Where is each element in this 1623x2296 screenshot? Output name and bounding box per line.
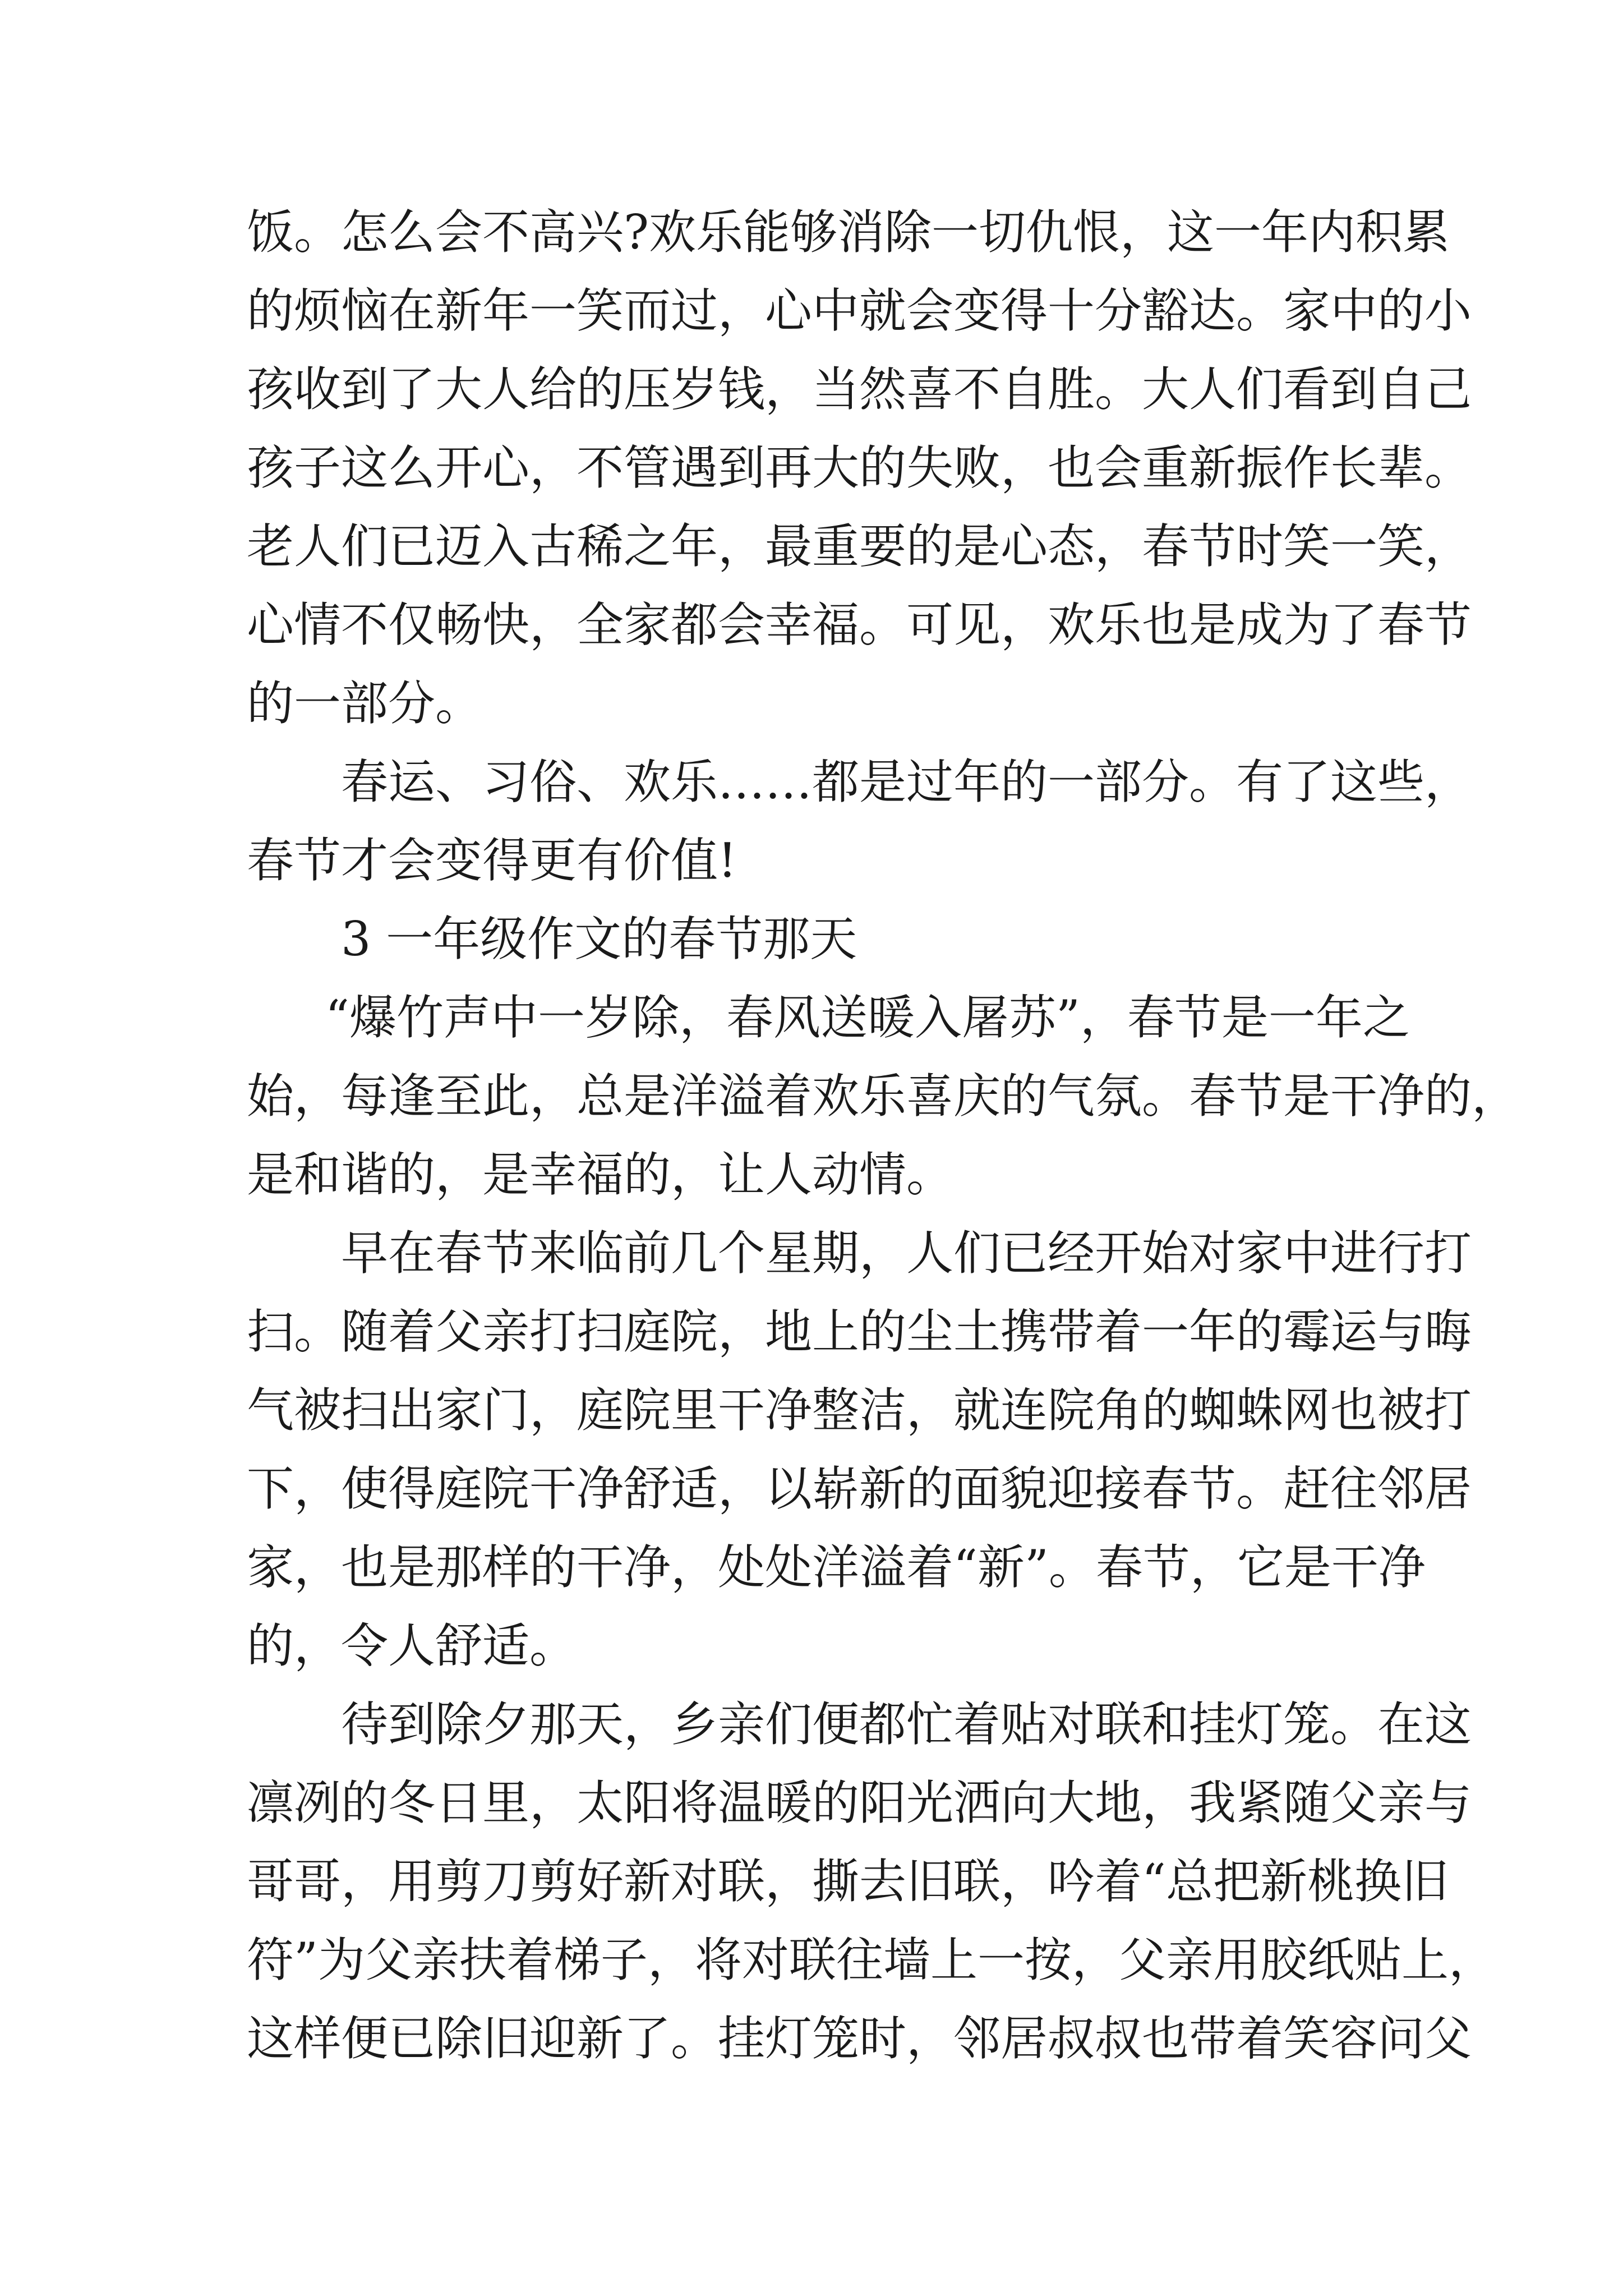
text-line: 下，使得庭院干净舒适，以崭新的面貌迎接春节。赶往邻居 [247,1461,1472,1516]
text-line: 孩收到了大人给的压岁钱，当然喜不自胜。大人们看到自己 [247,362,1472,417]
text-line: 哥哥，用剪刀剪好新对联，撕去旧联，吟着“总把新桃换旧 [247,1854,1449,1909]
text-line: 孩子这么开心，不管遇到再大的失败，也会重新振作长辈。 [247,440,1472,495]
text-line: 老人们已迈入古稀之年，最重要的是心态，春节时笑一笑， [247,519,1472,574]
text-line: 气被扫出家门，庭院里干净整洁，就连院角的蜘蛛网也被打 [247,1383,1472,1438]
text-line: 这样便已除旧迎新了。挂灯笼时，邻居叔叔也带着笑容问父 [247,2011,1472,2066]
paragraph-first-line: “爆竹声中一岁除，春风送暖入屠苏”，春节是一年之 [325,990,1410,1045]
text-line: 扫。随着父亲打扫庭院，地上的尘土携带着一年的霉运与晦 [247,1304,1472,1359]
text-line: 的，令人舒适。 [247,1618,577,1673]
text-line: 家，也是那样的干净，处处洋溢着“新”。春节，它是干净 [247,1540,1426,1595]
text-line: 始，每逢至此，总是洋溢着欢乐喜庆的气氛。春节是干净的， [247,1069,1519,1124]
body-text [247,193,1519,2078]
text-line: 的烦恼在新年一笑而过，心中就会变得十分豁达。家中的小 [247,283,1472,338]
text-line: 心情不仅畅快，全家都会幸福。可见，欢乐也是成为了春节 [247,597,1472,652]
text-line: 的一部分。 [247,676,483,731]
text-line: 春节才会变得更有价值! [247,833,737,888]
paragraph-first-line: 春运、习俗、欢乐……都是过年的一部分。有了这些， [341,754,1472,809]
section-heading: 3 一年级作文的春节那天 [341,912,857,967]
text-line: 符”为父亲扶着梯子，将对联往墙上一按，父亲用胶纸贴上， [247,1932,1496,1987]
paragraph-first-line: 早在春节来临前几个星期，人们已经开始对家中进行打 [341,1226,1472,1281]
text-line: 是和谐的，是幸福的，让人动情。 [247,1147,954,1202]
paragraph-first-line: 待到除夕那天，乡亲们便都忙着贴对联和挂灯笼。在这 [341,1697,1472,1752]
text-line: 凛冽的冬日里，太阳将温暖的阳光洒向大地，我紧随父亲与 [247,1775,1472,1830]
text-line: 饭。怎么会不高兴?欢乐能够消除一切仇恨，这一年内积累 [247,205,1450,260]
